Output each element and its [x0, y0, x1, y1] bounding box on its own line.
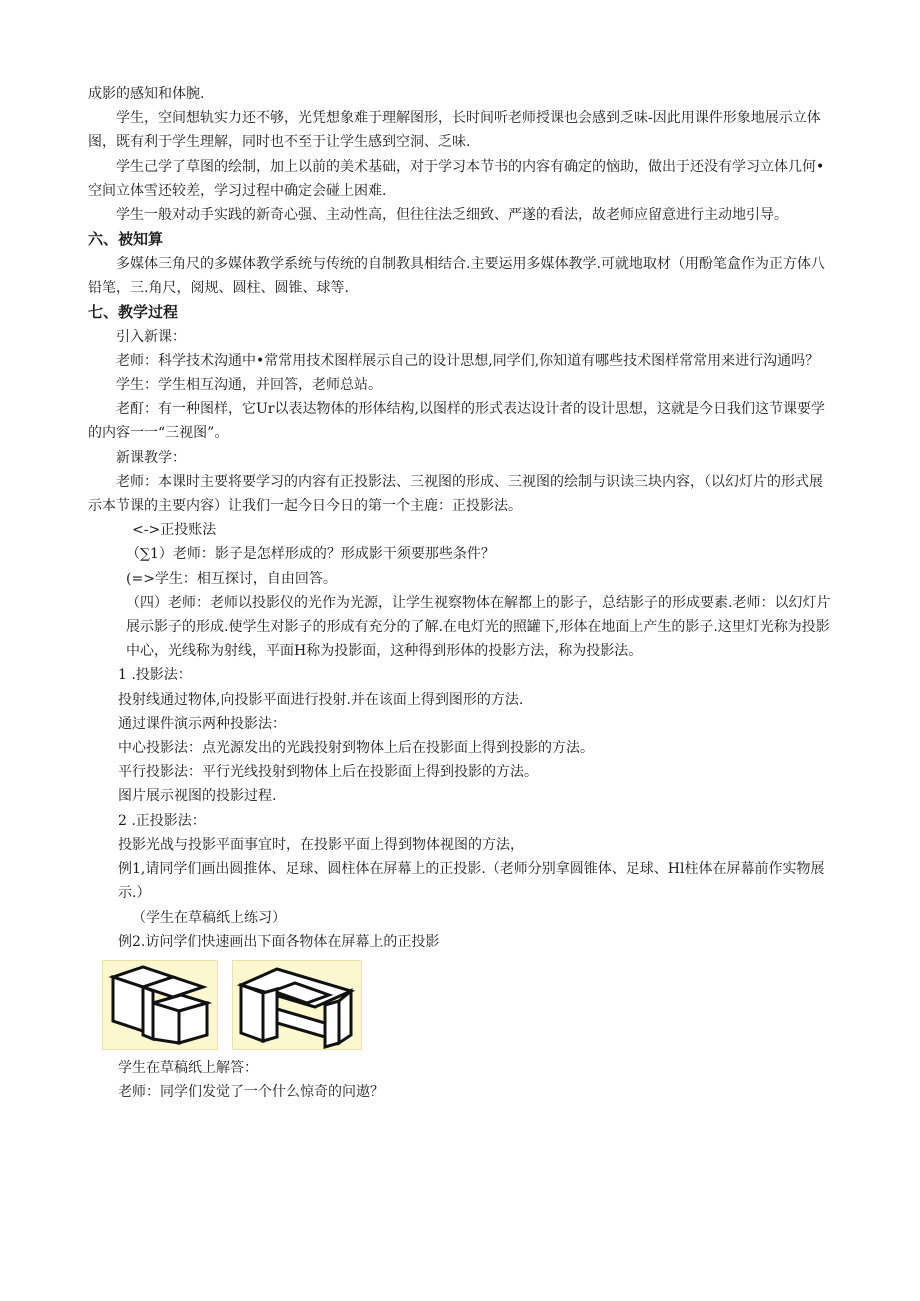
paragraph-a5: 新课教学：: [116, 449, 186, 466]
paragraph-s6a: 多媒体三角尺的多媒体教学系统与传统的自制教具相结合.主要运用多媒体教学.可就地取材（用酚笔盒作为正方体八铅笔，三.角尺，阅规、圆柱、圆锥、球等.: [88, 255, 825, 296]
section-heading-6: 六、被知算: [88, 230, 164, 249]
section-6-body: [88, 252, 836, 300]
paragraph-l1: 成影的感知和体腕.: [88, 86, 205, 102]
u-block-drawing: [233, 961, 361, 1049]
paragraph-b2: 老师：同学们发觉了一个什么惊奇的问遨？: [118, 1084, 384, 1101]
figure-u-block: [232, 960, 362, 1050]
paragraph-a9: (=>学生：相互探讨，自由回答。: [126, 570, 337, 587]
paragraph-a4: 老酊：有一种图样，它Ur以表达物体的形体结构,以图样的形式表达设计者的设计思想，这就是今日我们这节课要学的内容一一“三视图”。: [88, 401, 825, 442]
section-7-continued: [88, 1056, 836, 1104]
section-7-body: [88, 325, 836, 954]
paragraph-a19: 例1,请同学们画出圆推体、足球、圆柱体在屏幕上的正投影.（老师分别拿圆锥体、足球、Hl柱体在屏幕前作实物展示.）: [118, 861, 825, 902]
stepped-block-drawing: [103, 961, 217, 1049]
paragraph-a11: 1 .投影法：: [118, 667, 192, 684]
paragraph-l2: 学生，空间想轨实力还不够，光凭想象难于理解图形，长时间听老师授课也会感到乏味-因此用课件形象地展示立体图，既有利于学生理解，同时也不至于让学生感到空洞、乏味.: [88, 110, 821, 151]
paragraph-a8: （∑1）老师：影子是怎样形成的？形成影干须要那些条件？: [126, 546, 495, 563]
example-figures: [102, 960, 836, 1050]
section-heading-7: 七、教学过程: [88, 303, 179, 322]
paragraph-a16: 图片展示视图的投影过程.: [118, 788, 277, 805]
paragraph-a3: 学生：学生相互沟通，并回答，老师总站。: [116, 377, 382, 394]
paragraph-a6: 老师：本课时主要将要学习的内容有正投影法、三视图的形成、三视图的绘制与识读三块内容，（以幻灯片的形式展示本节课的主要内容）让我们一起今日今日的第一个主鹿：正投影法。: [88, 473, 823, 515]
paragraph-a12: 投射线通过物体,向投影平面进行投射.并在该面上得到图形的方法.: [118, 691, 524, 708]
intro-paragraphs: [88, 82, 836, 227]
paragraph-a20: （学生在草稿纸上练习）: [132, 909, 286, 926]
paragraph-b1: 学生在草稿纸上解答：: [118, 1059, 258, 1076]
paragraph-a14: 中心投影法：点光源发出的光践投射到物体上后在投影面上得到投影的方法。: [118, 740, 594, 757]
paragraph-a10: （四）老师：老师以投影仪的光作为光源，让学生视察物体在解都上的影子，总结影子的形成要素.老师：以幻灯片展示影子的形成.使学生对影子的形成有充分的了解.在电灯光的照罐下,形体在地面上产生的影子.这里灯光称为投影中心，光线称为射线，平面H称为投影面，这种得到形体的投影方法，称为投影法。: [126, 594, 831, 660]
paragraph-a17: 2 .正投影法：: [118, 812, 206, 829]
paragraph-a1: 引入新课：: [116, 328, 186, 345]
paragraph-a2: 老师：科学技术沟通中•常常用技术图样展示自己的设计思想,同学们,你知道有哪些技术图样常常用来进行沟通吗？: [116, 352, 820, 369]
paragraph-l4: 学生一般对动手实践的新奇心强、主动性高，但往往法乏细致、严遂的看法，故老师应留意进行主动地引导。: [116, 207, 788, 224]
paragraph-a13: 通过课件演示两种投影法：: [118, 715, 286, 732]
document-body: [88, 82, 836, 1104]
figure-stepped-block: [102, 960, 218, 1050]
paragraph-a21: 例2.访问学们快速画出下面各物体在屏幕上的正投影: [118, 933, 440, 950]
paragraph-l3: 学生己学了草图的绘制，加上以前的美术基础，对于学习本节书的内容有确定的恼助，做出于还没有学习立体几何•空间立体雪还较差，学习过程中确定会碰上困难.: [88, 158, 825, 199]
paragraph-a15: 平行投影法：平行光线投射到物体上后在投影面上得到投影的方法。: [118, 764, 538, 781]
paragraph-a7: <->正投账法: [132, 522, 217, 539]
paragraph-a18: 投影光战与投影平面事宜时，在投影平面上得到物体视图的方法，: [118, 836, 524, 853]
